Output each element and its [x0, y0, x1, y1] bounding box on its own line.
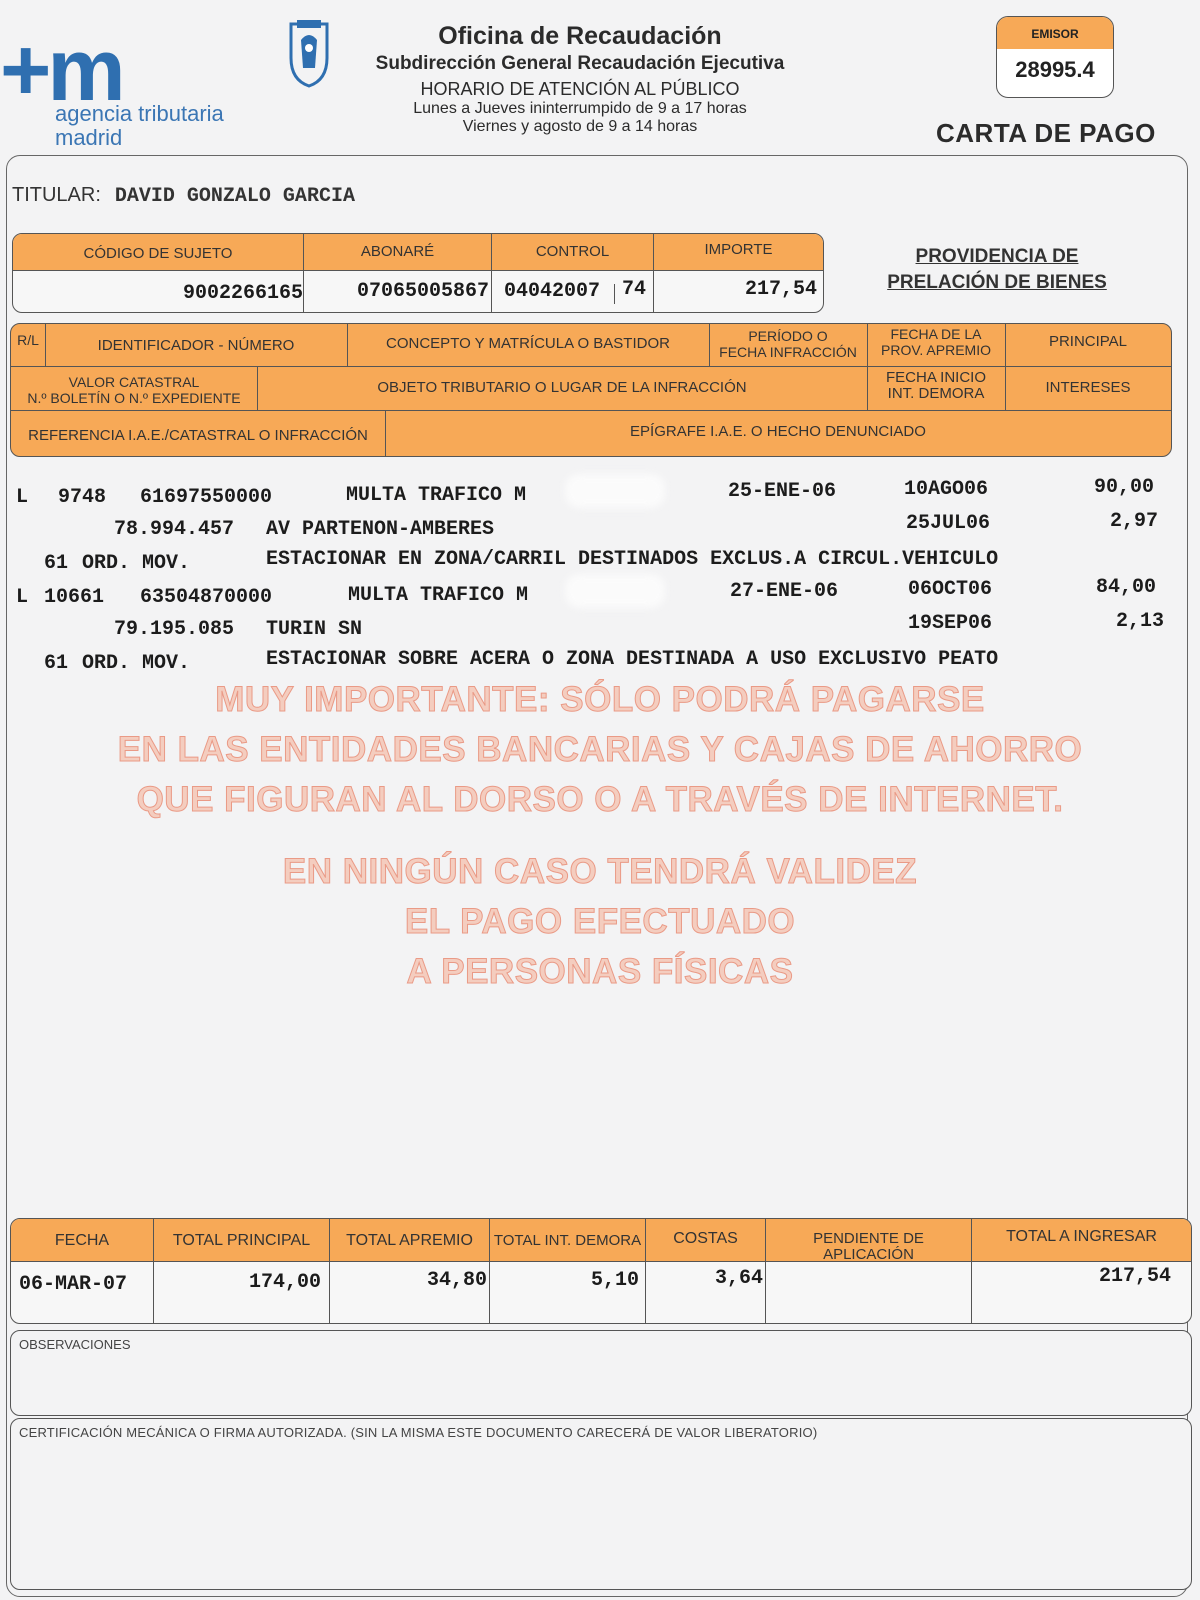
titular-label: TITULAR: — [12, 184, 101, 206]
header-intereses: INTERESES — [1045, 379, 1131, 396]
item-1-principal: 90,00 — [1094, 476, 1155, 499]
item-1-numero: 61697550000 — [140, 486, 273, 509]
header-identificador: IDENTIFICADOR - NÚMERO — [97, 337, 295, 354]
totals-fecha-value: 06-MAR-07 — [19, 1273, 128, 1296]
detail-header-divider-2 — [11, 410, 1171, 411]
warning-line-6: A PERSONAS FÍSICAS — [406, 952, 794, 991]
totals-header-apremio: TOTAL APREMIO — [346, 1232, 473, 1249]
warning-line-3: QUE FIGURAN AL DORSO O A TRAVÉS DE INTERNET. — [136, 780, 1064, 819]
item-1-lugar: AV PARTENON-AMBERES — [266, 518, 495, 541]
header-concepto: CONCEPTO Y MATRÍCULA O BASTIDOR — [386, 335, 670, 352]
totals-header-ingresar: TOTAL A INGRESAR — [1006, 1228, 1157, 1245]
item-2-hecho: ESTACIONAR SOBRE ACERA O ZONA DESTINADA A USO EXCLUSIVO PEATO — [266, 648, 999, 671]
document-title: CARTA DE PAGO — [936, 118, 1156, 148]
summary-header-importe: IMPORTE — [704, 241, 773, 258]
item-2-lugar: TURIN SN — [266, 618, 363, 641]
totals-header-costas: COSTAS — [673, 1230, 738, 1247]
header-principal: PRINCIPAL — [1048, 333, 1128, 350]
hours-title: HORARIO DE ATENCIÓN AL PÚBLICO — [420, 79, 740, 99]
office-heading — [330, 22, 830, 136]
totals-header-pendiente: PENDIENTE DE APLICACIÓN — [813, 1230, 924, 1263]
item-2-periodo: 27-ENE-06 — [730, 580, 839, 603]
observaciones-label: OBSERVACIONES — [19, 1337, 131, 1352]
header-valor-1: VALOR CATASTRAL — [68, 374, 200, 390]
header-objeto: OBJETO TRIBUTARIO O LUGAR DE LA INFRACCIÓN — [377, 379, 747, 396]
item-2-epigrafe-code: ORD. MOV. — [82, 652, 191, 675]
item-1-redaction — [565, 474, 665, 508]
total-apremio-value: 34,80 — [426, 1269, 487, 1292]
logo-line-2: madrid — [55, 125, 123, 150]
header-fecha-inicio — [867, 370, 1005, 402]
totals-col-ingresar — [971, 1219, 1191, 1323]
totals-col-pendiente — [765, 1219, 971, 1323]
control-value-b: 74 — [622, 278, 647, 301]
header-fecha-prov-2: PROV. APREMIO — [881, 342, 991, 358]
header-periodo-1: PERÍODO O — [748, 328, 828, 344]
header-periodo — [709, 328, 867, 360]
item-1-fecha-prov: 10AGO06 — [904, 478, 989, 501]
header-valor — [11, 374, 257, 406]
hours-line-2: Viernes y agosto de 9 a 14 horas — [462, 118, 698, 135]
summary-col-control — [491, 234, 653, 312]
titular-line — [12, 184, 355, 208]
hours-line-1: Lunes a Jueves ininterrumpido de 9 a 17 horas — [413, 100, 747, 117]
abonare-value: 07065005867 — [356, 280, 489, 303]
observaciones-box — [10, 1330, 1192, 1416]
totals-col-costas — [645, 1219, 765, 1323]
item-2-intereses: 2,13 — [1116, 610, 1165, 633]
agency-logo-text — [55, 102, 224, 150]
providencia-line-1: PROVIDENCIA DE — [915, 246, 1079, 267]
header-rl: R/L — [17, 332, 39, 348]
item-1-hecho: ESTACIONAR EN ZONA/CARRIL DESTINADOS EXCLUS.A CIRCUL.VEHICULO — [266, 548, 999, 571]
header-periodo-2: FECHA INFRACCIÓN — [719, 344, 857, 360]
emisor-box — [996, 16, 1114, 98]
certificacion-box — [10, 1418, 1192, 1590]
titular-value: DAVID GONZALO GARCIA — [114, 185, 355, 208]
item-1-periodo: 25-ENE-06 — [728, 480, 837, 503]
summary-header-codigo: CÓDIGO DE SUJETO — [83, 245, 233, 262]
totals-header-int-demora: TOTAL INT. DEMORA — [493, 1232, 642, 1249]
providencia-heading — [882, 244, 1112, 296]
warning-line-5: EL PAGO EFECTUADO — [404, 902, 796, 941]
certificacion-label: CERTIFICACIÓN MECÁNICA O FIRMA AUTORIZADA. (SIN LA MISMA ESTE DOCUMENTO CARECERÁ DE VALOR LIBERATORIO) — [19, 1425, 818, 1440]
emisor-value: 28995.4 — [1015, 57, 1095, 82]
total-int-demora-value: 5,10 — [590, 1269, 639, 1292]
warning-line-4: EN NINGÚN CASO TENDRÁ VALIDEZ — [282, 852, 918, 891]
item-1-boletin: 78.994.457 — [114, 518, 235, 541]
emisor-label: EMISOR — [997, 17, 1113, 49]
item-1-epigrafe-code: ORD. MOV. — [82, 552, 191, 575]
office-subtitle: Subdirección General Recaudación Ejecutiva — [375, 53, 785, 74]
item-2-id: 10661 — [44, 586, 105, 609]
item-1-intereses: 2,97 — [1110, 510, 1159, 533]
item-2-ref: 61 — [44, 652, 69, 675]
header-fecha-prov — [867, 326, 1005, 358]
totals-col-fecha — [11, 1219, 153, 1323]
madrid-crest-icon — [285, 18, 333, 88]
totals-col-principal — [153, 1219, 329, 1323]
logo-line-1: agencia tributaria — [55, 101, 224, 126]
totals-table — [10, 1218, 1192, 1324]
item-2-rl: L — [16, 586, 29, 609]
codigo-sujeto-value: 9002266165 — [182, 282, 303, 305]
item-2-fecha-prov: 06OCT06 — [908, 578, 993, 601]
header-fecha-prov-1: FECHA DE LA — [890, 326, 982, 342]
control-separator — [614, 284, 615, 304]
item-1-ref: 61 — [44, 552, 69, 575]
totals-header-fecha: FECHA — [54, 1232, 110, 1249]
total-ingresar-value: 217,54 — [1098, 1265, 1171, 1288]
control-value-a: 04042007 — [504, 280, 601, 303]
costas-value: 3,64 — [714, 1267, 763, 1290]
agency-logo-mark: +m — [0, 20, 122, 119]
summary-col-importe — [653, 234, 823, 312]
item-1-rl: L — [16, 486, 29, 509]
summary-col-codigo — [13, 234, 303, 312]
totals-header-principal: TOTAL PRINCIPAL — [172, 1232, 311, 1249]
item-1-fecha-inicio: 25JUL06 — [906, 512, 991, 535]
item-1-concepto: MULTA TRAFICO M — [346, 484, 527, 507]
detail-header-table — [10, 323, 1172, 457]
item-1-id: 9748 — [58, 486, 107, 509]
warning-line-1: MUY IMPORTANTE: SÓLO PODRÁ PAGARSE — [215, 680, 985, 719]
office-title: Oficina de Recaudación — [438, 22, 722, 50]
summary-col-abonare — [303, 234, 491, 312]
header-epigrafe: EPÍGRAFE I.A.E. O HECHO DENUNCIADO — [630, 423, 926, 440]
totals-col-int-demora — [489, 1219, 645, 1323]
summary-header-control: CONTROL — [535, 243, 610, 260]
item-2-boletin: 79.195.085 — [114, 618, 235, 641]
summary-table — [12, 233, 824, 313]
header-referencia: REFERENCIA I.A.E./CATASTRAL O INFRACCIÓN — [28, 427, 368, 444]
header-fecha-inicio-2: INT. DEMORA — [887, 385, 985, 402]
detail-header-divider-1 — [11, 366, 1171, 367]
item-2-principal: 84,00 — [1096, 576, 1157, 599]
item-2-fecha-inicio: 19SEP06 — [908, 612, 993, 635]
header-fecha-inicio-1: FECHA INICIO — [885, 369, 986, 386]
header-valor-2: N.º BOLETÍN O N.º EXPEDIENTE — [27, 390, 241, 406]
providencia-line-2: PRELACIÓN DE BIENES — [887, 272, 1107, 293]
total-principal-value: 174,00 — [248, 1271, 321, 1294]
summary-header-abonare: ABONARÉ — [360, 243, 435, 260]
item-2-numero: 63504870000 — [140, 586, 273, 609]
warning-line-2: EN LAS ENTIDADES BANCARIAS Y CAJAS DE AHORRO — [117, 730, 1083, 769]
item-2-redaction — [565, 574, 665, 608]
totals-col-apremio — [329, 1219, 489, 1323]
importe-value: 217,54 — [744, 278, 817, 301]
item-2-concepto: MULTA TRAFICO M — [348, 584, 529, 607]
